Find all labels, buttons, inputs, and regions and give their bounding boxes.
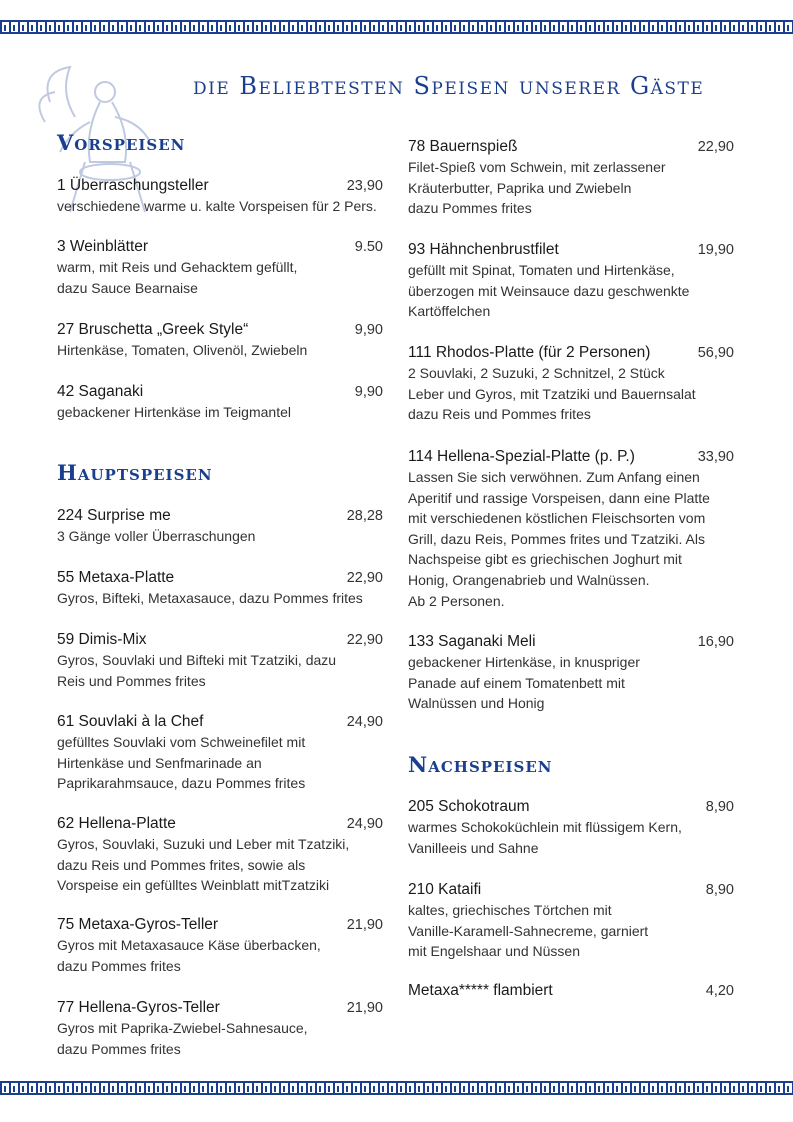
page-headline: die Beliebtesten Speisen unserer Gäste — [193, 72, 705, 100]
item-price: 19,90 — [697, 242, 734, 258]
menu-item — [408, 447, 734, 611]
menu-item — [57, 998, 383, 1059]
item-name: 75 Metaxa-Gyros-Teller — [57, 916, 219, 933]
item-description: 2 Souvlaki, 2 Suzuki, 2 Schnitzel, 2 Stück Leber und Gyros, mit Tzatziki und Bauernsalat dazu Reis und Pommes frites — [408, 365, 696, 423]
item-description: Gyros mit Paprika-Zwiebel-Sahnesauce, dazu Pommes frites — [57, 1020, 308, 1057]
item-description: Filet-Spieß vom Schwein, mit zerlassener Kräuterbutter, Paprika und Zwiebeln dazu Pommes frites — [408, 159, 666, 217]
item-name: 61 Souvlaki à la Chef — [57, 713, 204, 730]
greek-key-border-bottom — [0, 1081, 793, 1095]
menu-item — [57, 237, 383, 298]
item-name: 55 Metaxa-Platte — [57, 569, 175, 586]
item-price: 28,28 — [346, 508, 383, 524]
menu-item — [57, 506, 383, 547]
menu-item — [57, 915, 383, 976]
item-description: Gyros, Bifteki, Metaxasauce, dazu Pommes frites — [57, 590, 363, 606]
item-price: 23,90 — [346, 178, 383, 194]
item-name: 111 Rhodos-Platte (für 2 Personen) — [408, 344, 651, 361]
item-name: 133 Saganaki Meli — [408, 633, 536, 650]
item-description: gebackener Hirtenkäse im Teigmantel — [57, 404, 291, 420]
item-price: 24,90 — [346, 816, 383, 832]
item-price: 24,90 — [346, 714, 383, 730]
item-name: 62 Hellena-Platte — [57, 815, 176, 832]
item-price: 8,90 — [705, 799, 734, 815]
menu-item — [408, 981, 734, 1001]
item-price: 22,90 — [346, 632, 383, 648]
item-name: 114 Hellena-Spezial-Platte (p. P.) — [408, 448, 635, 465]
menu-item — [408, 797, 734, 858]
item-price: 56,90 — [697, 345, 734, 361]
item-name: Metaxa***** flambiert — [408, 982, 553, 999]
item-description: Gyros, Souvlaki und Bifteki mit Tzatziki, dazu Reis und Pommes frites — [57, 652, 337, 689]
item-description: Gyros mit Metaxasauce Käse überbacken, dazu Pommes frites — [57, 937, 321, 974]
menu-item — [57, 630, 383, 691]
item-description: verschiedene warme u. kalte Vorspeisen für 2 Pers. — [57, 198, 377, 214]
menu-item — [408, 880, 734, 962]
item-price: 9,90 — [354, 322, 383, 338]
menu-item — [408, 632, 734, 714]
item-name: 77 Hellena-Gyros-Teller — [57, 999, 220, 1016]
menu-item — [408, 240, 734, 322]
item-description: Gyros, Souvlaki, Suzuki und Leber mit Tzatziki, dazu Reis und Pommes frites, sowie als Vorspeise ein gefülltes Weinblatt mitTzatziki — [57, 836, 350, 894]
menu-item — [57, 568, 383, 609]
section-title-nachspeisen: Nachspeisen — [408, 752, 553, 777]
item-name: 224 Surprise me — [57, 507, 171, 524]
item-price: 16,90 — [697, 634, 734, 650]
item-name: 42 Saganaki — [57, 383, 144, 400]
item-description: gefülltes Souvlaki vom Schweinefilet mit Hirtenkäse und Senfmarinade an Paprikarahmsauce, dazu Pommes frites — [57, 734, 306, 792]
item-name: 59 Dimis-Mix — [57, 631, 147, 648]
menu-item — [57, 382, 383, 423]
menu-item — [57, 712, 383, 794]
item-description: gebackener Hirtenkäse, in knuspriger Panade auf einem Tomatenbett mit Walnüssen und Honig — [408, 654, 640, 712]
item-description: warmes Schokoküchlein mit flüssigem Kern, Vanilleeis und Sahne — [408, 819, 682, 856]
item-name: 205 Schokotraum — [408, 798, 530, 815]
item-price: 8,90 — [705, 882, 734, 898]
menu-item — [57, 176, 383, 217]
item-price: 21,90 — [346, 917, 383, 933]
item-name: 78 Bauernspieß — [408, 138, 518, 155]
item-price: 9.50 — [354, 239, 383, 255]
menu-item — [408, 137, 734, 219]
item-price: 33,90 — [697, 449, 734, 465]
section-title-vorspeisen: Vorspeisen — [57, 130, 186, 155]
item-description: kaltes, griechisches Törtchen mit Vanille-Karamell-Sahnecreme, garniert mit Engelshaar und Nüssen — [408, 902, 649, 960]
item-price: 21,90 — [346, 1000, 383, 1016]
item-name: 3 Weinblätter — [57, 238, 149, 255]
item-name: 93 Hähnchenbrustfilet — [408, 241, 559, 258]
item-description: Hirtenkäse, Tomaten, Olivenöl, Zwiebeln — [57, 342, 308, 358]
item-name: 1 Überraschungsteller — [57, 177, 209, 194]
item-price: 4,20 — [705, 983, 734, 999]
greek-key-border-top — [0, 20, 793, 34]
menu-item — [57, 320, 383, 361]
item-price: 9,90 — [354, 384, 383, 400]
item-description: gefüllt mit Spinat, Tomaten und Hirtenkäse, überzogen mit Weinsauce dazu geschwenkte Kartöffelchen — [408, 262, 690, 320]
menu-item — [408, 343, 734, 425]
menu-item — [57, 814, 383, 896]
item-name: 210 Kataifi — [408, 881, 482, 898]
item-price: 22,90 — [697, 139, 734, 155]
item-description: warm, mit Reis und Gehacktem gefüllt, dazu Sauce Bearnaise — [57, 259, 298, 296]
item-price: 22,90 — [346, 570, 383, 586]
item-description: 3 Gänge voller Überraschungen — [57, 528, 256, 544]
item-name: 27 Bruschetta „Greek Style“ — [57, 321, 249, 338]
section-title-hauptspeisen: Hauptspeisen — [57, 460, 213, 485]
item-description: Lassen Sie sich verwöhnen. Zum Anfang einen Aperitif und rassige Vorspeisen, dann eine Platte mit verschiedenen köstlichen Fleischsorten vom Grill, dazu Reis, Pommes frites und Tzatziki. Als Nachspeise gibt es griechischen Joghurt mit Honig, Orangenabrieb und Walnüssen. Ab 2 Personen. — [408, 469, 710, 609]
